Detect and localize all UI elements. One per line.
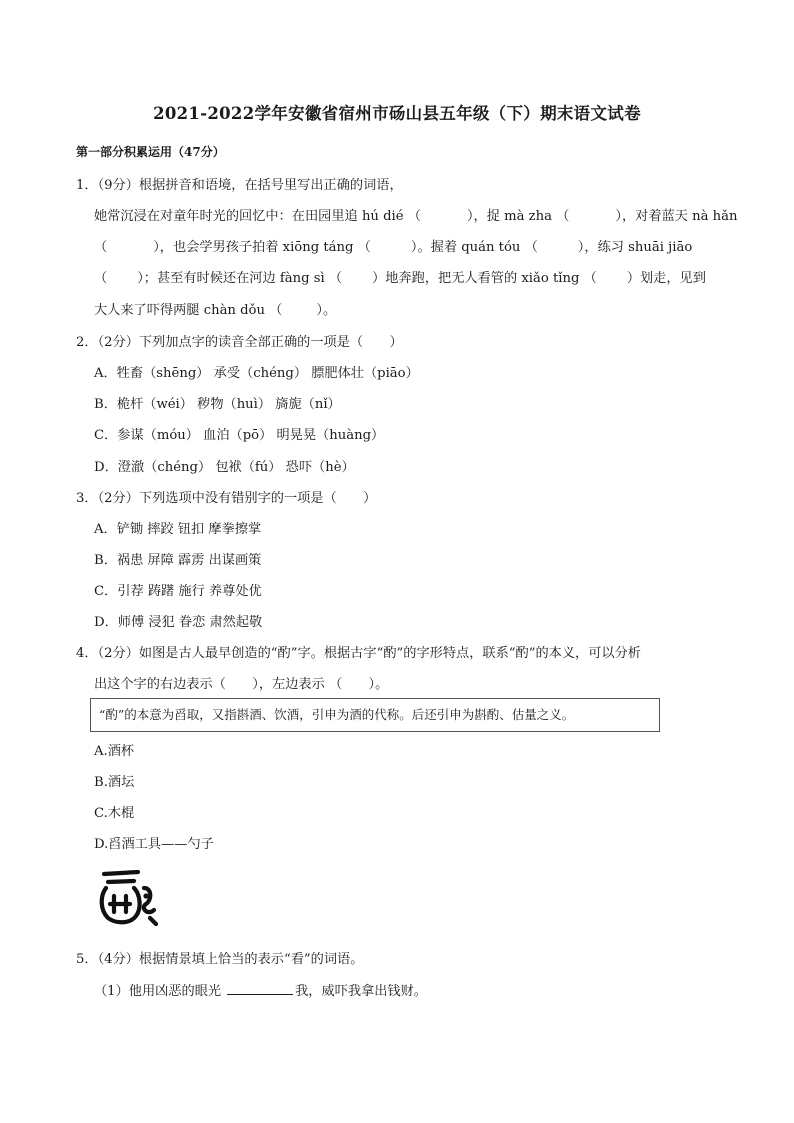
question-2-option-d[interactable]: D．澄澈（chéng） 包袱（fú） 恐吓（hè） — [94, 460, 355, 475]
question-3-option-d[interactable]: D．师傅 浸犯 眷恋 肃然起敬 — [94, 615, 263, 630]
fill-blank-line[interactable] — [227, 981, 293, 995]
question-1-line-2 — [94, 236, 692, 255]
question-2-option-c[interactable]: C．参谋（móu） 血泊（pō） 明晃晃（huàng） — [94, 428, 385, 443]
question-1-stem: 1．（9分）根据拼音和语境，在括号里写出正确的词语， — [76, 178, 403, 193]
q1-text: ）；甚至有时候还在河边 fàng sì （ — [137, 271, 343, 286]
question-4-stem: 4．（2分）如图是古人最早创造的“酌”字。根据古字“酌”的字形特点，联系“酌”的本义，可以分析 — [76, 646, 641, 661]
question-2-option-a[interactable]: A．牲畜（shēng） 承受（chéng） 膘肥体壮（piāo） — [94, 366, 419, 381]
question-4-option-d[interactable]: D.舀酒工具——勺子 — [94, 837, 214, 852]
question-3-option-c[interactable]: C．引荐 踌躇 施行 养尊处优 — [94, 584, 262, 599]
q1-text: 她常沉浸在对童年时光的回忆中：在田园里追 hú dié （ — [94, 209, 421, 224]
definition-note-box: “酌”的本意为舀取，又指斟酒、饮酒，引申为酒的代称。后还引申为斟酌、估量之义。 — [90, 698, 660, 732]
q1-text: ）划走，见到 — [626, 271, 706, 286]
question-5-sub-1 — [94, 980, 427, 999]
question-1-line-3 — [94, 267, 706, 286]
question-2-stem: 2．（2分）下列加点字的读音全部正确的一项是（ ） — [76, 335, 403, 350]
q1-text: 大人来了吓得两腿 chàn dǒu （ — [94, 303, 283, 318]
q1-text: ），练习 shuāi jiāo — [577, 240, 693, 255]
question-3-stem: 3．（2分）下列选项中没有错别字的一项是（ ） — [76, 491, 377, 506]
exam-title: 2021-2022学年安徽省宿州市砀山县五年级（下）期末语文试卷 — [153, 104, 641, 123]
question-4-stem-continued: 出这个字的右边表示（ ），左边表示 （ ）。 — [94, 677, 389, 692]
q1-text: （ — [94, 240, 108, 255]
question-1-line-4 — [94, 299, 336, 318]
question-3-option-a[interactable]: A．铲锄 摔跤 钮扣 摩拳擦掌 — [94, 522, 262, 537]
q1-text: ）。握着 quán tóu （ — [410, 240, 538, 255]
section-heading: 第一部分积累运用（47分） — [76, 145, 225, 159]
ancient-zhuo-character-image — [94, 866, 164, 928]
question-2-option-b[interactable]: B．桅杆（wéi） 秽物（huì） 旖旎（nǐ） — [94, 397, 341, 412]
question-3-option-b[interactable]: B．祸患 屏障 霹雳 出谋画策 — [94, 553, 262, 568]
q5-text: 我，威吓我拿出钱财。 — [295, 984, 427, 999]
question-1-line-1 — [94, 205, 738, 224]
question-4-option-b[interactable]: B.酒坛 — [94, 775, 135, 790]
question-5-stem: 5．（4分）根据情景填上恰当的表示“看”的词语。 — [76, 952, 364, 967]
question-4-option-c[interactable]: C.木棍 — [94, 806, 135, 821]
question-4-option-a[interactable]: A.酒杯 — [94, 744, 135, 759]
q1-text: ）地奔跑，把无人看管的 xiǎo tǐng （ — [372, 271, 597, 286]
q1-text: ），捉 mà zha （ — [466, 209, 570, 224]
q1-text: ）。 — [316, 303, 337, 318]
q1-text: （ — [94, 271, 108, 286]
q5-text: （1）他用凶恶的眼光 — [94, 984, 222, 999]
q1-text: ），也会学男孩子拍着 xiōng táng （ — [153, 240, 371, 255]
q1-text: ），对着蓝天 nà hǎn — [615, 209, 738, 224]
